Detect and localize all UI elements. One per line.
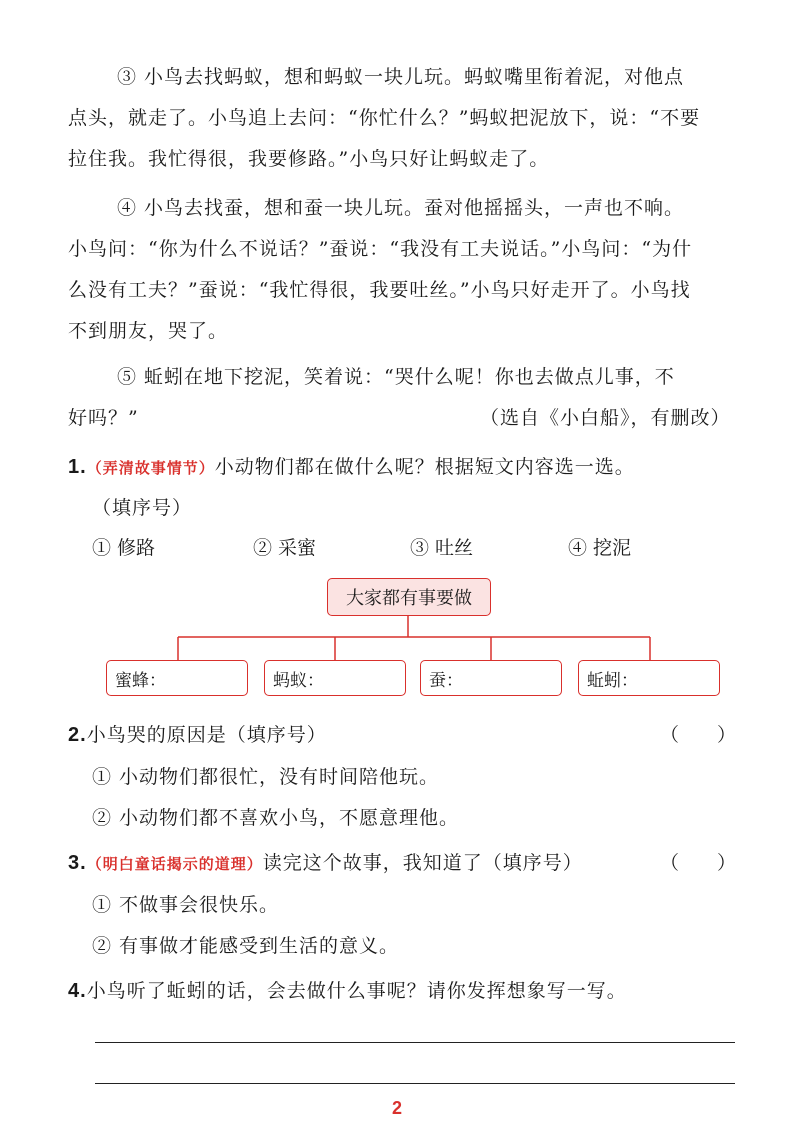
question-2-text: 小鸟哭的原因是（填序号） <box>86 724 327 746</box>
tree-leaf-silkworm-label: 蚕： <box>429 670 463 691</box>
question-3-text: 读完这个故事，我知道了（填序号） <box>262 852 583 874</box>
question-1-subtext: （填序号） <box>92 497 193 519</box>
question-3-hint: （明白童话揭示的道理） <box>86 855 263 873</box>
tree-leaf-earthworm[interactable] <box>578 660 720 696</box>
passage-line-8: ⑤ 蚯蚓在地下挖泥，笑着说：“哭什么呢！你也去做点儿事，不 <box>117 366 675 388</box>
q2-option-1: ① 小动物们都很忙，没有时间陪他玩。 <box>92 766 440 788</box>
question-4-text: 小鸟听了蚯蚓的话，会去做什么事呢？请你发挥想象写一写。 <box>86 980 627 1002</box>
question-3-answer-blank[interactable]: （ ） <box>660 852 737 874</box>
question-1-hint: （弄清故事情节） <box>86 459 215 477</box>
passage-line-1: ③ 小鸟去找蚂蚁，想和蚂蚁一块儿玩。蚂蚁嘴里衔着泥，对他点 <box>117 66 685 88</box>
question-1-text: 小动物们都在做什么呢？根据短文内容选一选。 <box>214 456 635 478</box>
passage-line-5: 小鸟问：“你为什么不说话？”蚕说：“我没有工夫说话。”小鸟问：“为什 <box>68 238 693 260</box>
question-4-number: 4. <box>68 980 87 1002</box>
tree-leaf-ant[interactable] <box>264 660 406 696</box>
question-2 <box>68 720 327 747</box>
tree-root-box: 大家都有事要做 <box>327 578 491 616</box>
question-2-answer-blank[interactable]: （ ） <box>660 724 737 746</box>
q3-option-2: ② 有事做才能感受到生活的意义。 <box>92 935 400 957</box>
tree-leaf-ant-label: 蚂蚁： <box>273 670 324 691</box>
passage-line-7: 不到朋友，哭了。 <box>68 320 229 342</box>
tree-leaf-bee[interactable] <box>106 660 248 696</box>
page-number: 2 <box>392 1098 403 1118</box>
tree-leaf-silkworm[interactable] <box>420 660 562 696</box>
tree-leaf-bee-label: 蜜蜂： <box>115 670 166 691</box>
q1-option-2: ② 采蜜 <box>253 537 317 559</box>
question-4 <box>68 976 627 1003</box>
passage-line-6: 么没有工夫？”蚕说：“我忙得很，我要吐丝。”小鸟只好走开了。小鸟找 <box>68 279 691 301</box>
q3-option-1: ① 不做事会很快乐。 <box>92 894 280 916</box>
answer-line-1[interactable] <box>95 1042 735 1043</box>
question-1-number: 1. <box>68 456 87 478</box>
tree-leaf-earthworm-label: 蚯蚓： <box>587 670 638 691</box>
q1-option-1: ① 修路 <box>92 537 156 559</box>
passage-source: （选自《小白船》，有删改） <box>480 407 731 429</box>
q2-option-2: ② 小动物们都不喜欢小鸟，不愿意理他。 <box>92 807 460 829</box>
passage-line-3: 拉住我。我忙得很，我要修路。”小鸟只好让蚂蚁走了。 <box>68 148 550 170</box>
passage-line-4: ④ 小鸟去找蚕，想和蚕一块儿玩。蚕对他摇摇头，一声也不响。 <box>117 197 685 219</box>
passage-line-9: 好吗？” <box>68 407 139 429</box>
passage-line-2: 点头，就走了。小鸟追上去问：“你忙什么？”蚂蚁把泥放下，说：“不要 <box>68 107 701 129</box>
answer-line-2[interactable] <box>95 1083 735 1084</box>
question-3-number: 3. <box>68 852 87 874</box>
q1-option-4: ④ 挖泥 <box>568 537 632 559</box>
q1-option-3: ③ 吐丝 <box>410 537 474 559</box>
question-2-number: 2. <box>68 724 87 746</box>
question-3 <box>68 848 583 875</box>
